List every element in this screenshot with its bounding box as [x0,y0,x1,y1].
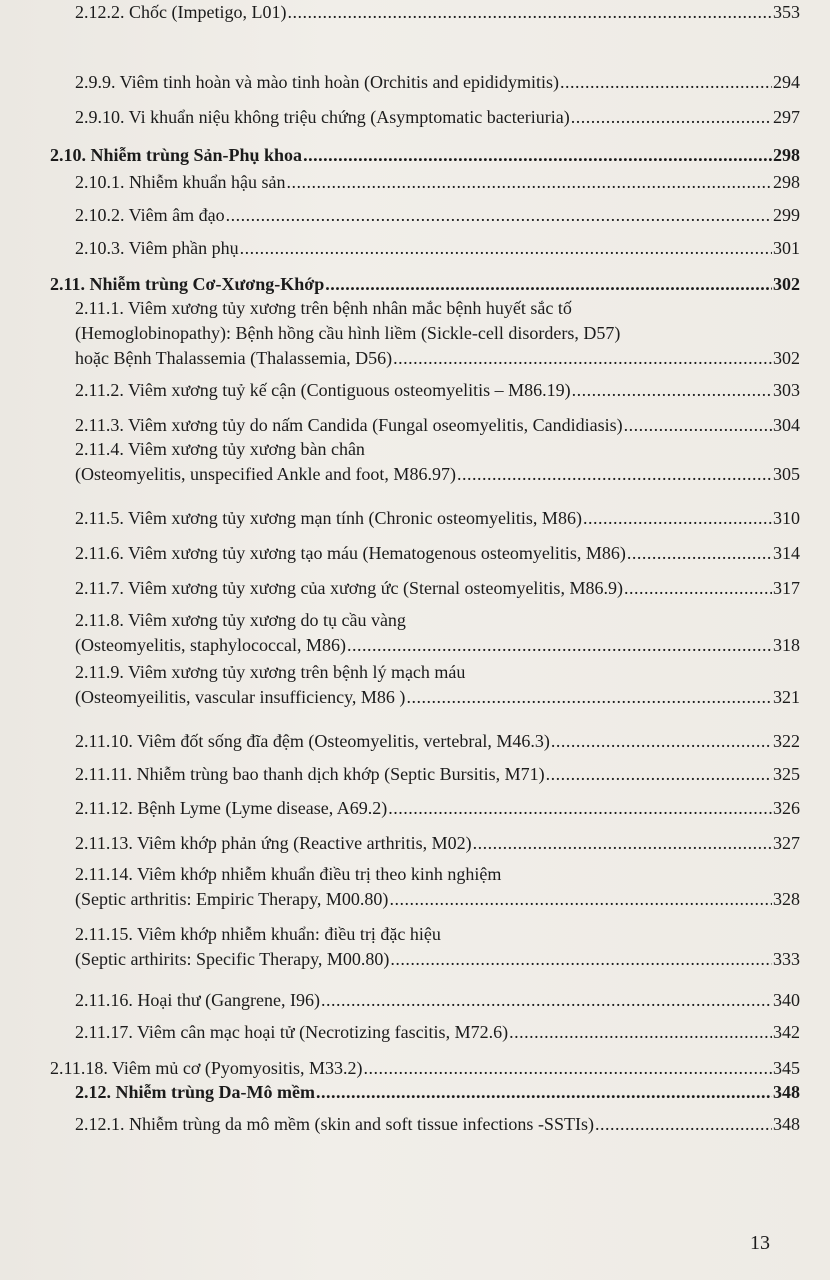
toc-entry-title-line: 2.11.9. Viêm xương tủy xương trên bệnh lý mạch máu [75,662,466,682]
toc-entry[interactable] [75,762,800,787]
toc-entry[interactable] [75,831,800,856]
dot-leader [321,988,772,1013]
toc-entry[interactable] [75,1112,800,1137]
toc-entry-page: 353 [773,2,800,22]
toc-entry-page: 310 [773,508,800,528]
toc-entry-page: 304 [773,415,800,435]
toc-entry[interactable] [75,729,800,754]
toc-entry-title: 2.11.7. Viêm xương tủy xương của xương ức (Sternal osteomyelitis, M86.9) [75,578,623,598]
toc-entry-page: 305 [773,464,800,484]
toc-entry-title: 2.12.2. Chốc (Impetigo, L01) [75,2,287,22]
toc-entry-page: 302 [773,274,800,294]
toc-entry-page: 325 [773,764,800,784]
toc-entry[interactable] [75,796,800,821]
dot-leader [571,105,772,130]
toc-entry-page: 348 [773,1082,800,1102]
toc-entry[interactable] [75,296,800,371]
toc-entry-page: 303 [773,380,800,400]
dot-leader [457,462,772,487]
dot-leader [624,413,772,438]
dot-leader [347,633,772,658]
dot-leader [624,576,772,601]
toc-entry-title: 2.10.1. Nhiễm khuẩn hậu sản [75,172,286,192]
toc-entry-title: (Osteomyeilitis, vascular insufficiency, M86 ) [75,687,406,707]
toc-entry-page: 301 [773,238,800,258]
toc-entry-title: 2.12. Nhiễm trùng Da-Mô mềm [75,1082,315,1102]
toc-entry-page: 317 [773,578,800,598]
dot-leader [583,506,772,531]
toc-entry[interactable] [75,378,800,403]
toc-entry-title: 2.10.2. Viêm âm đạo [75,205,225,225]
toc-entry-title: 2.11.5. Viêm xương tủy xương mạn tính (Chronic osteomyelitis, M86) [75,508,582,528]
toc-entry[interactable] [75,862,800,912]
toc-entry-title-line: 2.11.15. Viêm khớp nhiễm khuẩn: điều trị đặc hiệu [75,924,441,944]
toc-entry-title: 2.11.6. Viêm xương tủy xương tạo máu (Hematogenous osteomyelitis, M86) [75,543,626,563]
toc-entry-page: 348 [773,1114,800,1134]
toc-entry[interactable] [75,0,800,25]
toc-entry-title: 2.11.13. Viêm khớp phản ứng (Reactive arthritis, M02) [75,833,472,853]
toc-entry[interactable] [75,576,800,601]
toc-entry[interactable] [75,541,800,566]
toc-entry-page: 297 [773,107,800,127]
toc-entry[interactable] [75,70,800,95]
toc-entry-title: 2.11. Nhiễm trùng Cơ-Xương-Khớp [50,274,325,294]
toc-entry-title: hoặc Bệnh Thalassemia (Thalassemia, D56) [75,348,393,368]
toc-entry-title: 2.9.10. Vi khuẩn niệu không triệu chứng (Asymptomatic bacteriuria) [75,107,570,127]
dot-leader [240,236,772,261]
toc-entry-title: 2.11.12. Bệnh Lyme (Lyme disease, A69.2) [75,798,388,818]
dot-leader [363,1056,772,1081]
dot-leader [390,947,772,972]
dot-leader [572,378,772,403]
toc-entry-page: 326 [773,798,800,818]
toc-entry-title-line: 2.11.1. Viêm xương tủy xương trên bệnh nhân mắc bệnh huyết sắc tố [75,298,572,318]
toc-entry[interactable] [75,203,800,228]
dot-leader [406,685,772,710]
toc-entry-title: 2.11.3. Viêm xương tủy do nấm Candida (Fungal oseomyelitis, Candidiasis) [75,415,623,435]
toc-entry-page: 298 [773,145,800,165]
dot-leader [303,143,772,168]
toc-entry-title: (Septic arthirits: Specific Therapy, M00.80) [75,949,390,969]
toc-entry-page: 327 [773,833,800,853]
toc-entry-page: 333 [773,949,800,969]
toc-entry[interactable] [75,922,800,972]
toc-entry-title-line: 2.11.8. Viêm xương tủy xương do tụ cầu vàng [75,610,406,630]
toc-entry-title: 2.11.17. Viêm cân mạc hoại tử (Necrotizing fascitis, M72.6) [75,1022,509,1042]
toc-entry-page: 318 [773,635,800,655]
toc-section[interactable] [50,272,800,297]
toc-entry[interactable] [75,413,800,438]
toc-entry-page: 340 [773,990,800,1010]
dot-leader [316,1080,772,1105]
toc-entry-title: (Septic arthritis: Empiric Therapy, M00.80) [75,889,389,909]
toc-entry-page: 342 [773,1022,800,1042]
toc-entry-page: 322 [773,731,800,751]
dot-leader [595,1112,772,1137]
toc-entry[interactable] [75,170,800,195]
toc-entry[interactable] [75,660,800,710]
toc-entry[interactable] [75,236,800,261]
toc-section[interactable] [50,143,800,168]
toc-entry-page: 298 [773,172,800,192]
toc-entry[interactable] [75,105,800,130]
dot-leader [551,729,772,754]
toc-entry-title: 2.11.2. Viêm xương tuỷ kế cận (Contiguous osteomyelitis – M86.19) [75,380,571,400]
toc-entry[interactable] [75,1020,800,1045]
toc-entry[interactable] [75,988,800,1013]
dot-leader [560,70,772,95]
toc-entry-page: 328 [773,889,800,909]
toc-entry[interactable] [50,1056,800,1081]
dot-leader [627,541,772,566]
dot-leader [325,272,772,297]
page-number: 13 [750,1232,770,1254]
toc-entry-title: 2.12.1. Nhiễm trùng da mô mềm (skin and soft tissue infections -SSTIs) [75,1114,594,1134]
toc-entry-page: 314 [773,543,800,563]
toc-entry-title: 2.11.16. Hoại thư (Gangrene, I96) [75,990,321,1010]
toc-entry[interactable] [75,437,800,487]
dot-leader [287,0,772,25]
toc-entry-title: 2.11.18. Viêm mủ cơ (Pyomyositis, M33.2) [50,1058,363,1078]
toc-entry-title: (Osteomyelitis, unspecified Ankle and foot, M86.97) [75,464,456,484]
dot-leader [546,762,772,787]
toc-entry-page: 302 [773,348,800,368]
dot-leader [509,1020,772,1045]
toc-entry-title: 2.9.9. Viêm tinh hoàn và mào tinh hoàn (Orchitis and epididymitis) [75,72,560,92]
dot-leader [393,346,772,371]
toc-entry-title: 2.10.3. Viêm phần phụ [75,238,239,258]
toc-entry-page: 299 [773,205,800,225]
toc-entry-title: 2.11.10. Viêm đốt sống đĩa đệm (Osteomyelitis, vertebral, M46.3) [75,731,550,751]
toc-entry[interactable] [75,608,800,658]
toc-section[interactable] [75,1080,800,1105]
dot-leader [226,203,772,228]
toc-entry-page: 294 [773,72,800,92]
toc-entry[interactable] [75,506,800,531]
dot-leader [388,796,772,821]
dot-leader [286,170,772,195]
toc-entry-page: 321 [773,687,800,707]
toc-entry-title: 2.11.11. Nhiễm trùng bao thanh dịch khớp (Septic Bursitis, M71) [75,764,545,784]
toc-entry-title-line: (Hemoglobinopathy): Bệnh hồng cầu hình liềm (Sickle-cell disorders, D57) [75,323,621,343]
toc-entry-title-line: 2.11.4. Viêm xương tủy xương bàn chân [75,439,365,459]
dot-leader [473,831,772,856]
toc-entry-page: 345 [773,1058,800,1078]
toc-entry-title: 2.10. Nhiễm trùng Sản-Phụ khoa [50,145,303,165]
toc-entry-title: (Osteomyelitis, staphylococcal, M86) [75,635,346,655]
dot-leader [389,887,772,912]
toc-entry-title-line: 2.11.14. Viêm khớp nhiễm khuẩn điều trị theo kinh nghiệm [75,864,502,884]
